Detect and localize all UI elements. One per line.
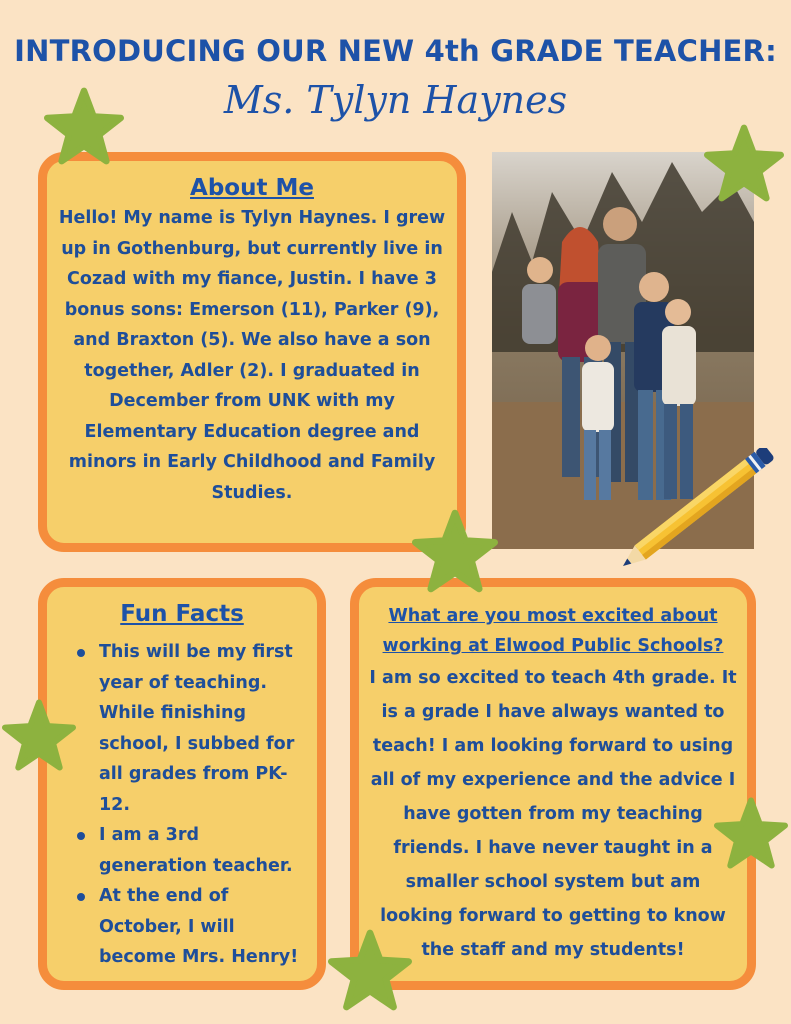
- about-me-card: [38, 152, 466, 552]
- about-me-heading: About Me: [190, 175, 314, 201]
- excited-question: What are you most excited about working at Elwood Public Schools?: [382, 606, 724, 656]
- star-icon: [412, 508, 498, 594]
- fun-facts-heading: Fun Facts: [120, 601, 244, 627]
- list-item: I am a 3rd generation teacher.: [55, 820, 309, 881]
- excited-answer: I am so excited to teach 4th grade. It is a grade I have always wanted to teach! I am looking forward to using all of my experience and the advice I have gotten from my teaching friends. I have never taught in a smaller school system but am looking forward to getting to know the staff and my students!: [369, 668, 737, 960]
- star-icon: [44, 86, 124, 166]
- star-icon: [328, 928, 412, 1012]
- list-item: At the end of October, I will become Mrs. Henry!: [55, 881, 309, 973]
- star-icon: [714, 796, 788, 870]
- list-item: This will be my first year of teaching. While finishing school, I subbed for all grades from PK-12.: [55, 637, 309, 820]
- pencil-icon: [615, 448, 780, 577]
- star-icon: [2, 698, 76, 772]
- fun-facts-list: [55, 637, 309, 973]
- teacher-name: Ms. Tylyn Haynes: [223, 78, 568, 122]
- about-me-text: Hello! My name is Tylyn Haynes. I grew up in Gothenburg, but currently live in Cozad with my fiance, Justin. I have 3 bonus sons: Emerson (11), Parker (9), and Braxton (5). We also have a son together, Adler (2). I graduated in December from UNK with my Elementary Education degree and minors in Early Childhood and Family Studies.: [58, 208, 446, 503]
- fun-facts-card: [38, 578, 326, 990]
- page-title: INTRODUCING OUR NEW 4th GRADE TEACHER:: [14, 34, 777, 68]
- star-icon: [704, 123, 784, 203]
